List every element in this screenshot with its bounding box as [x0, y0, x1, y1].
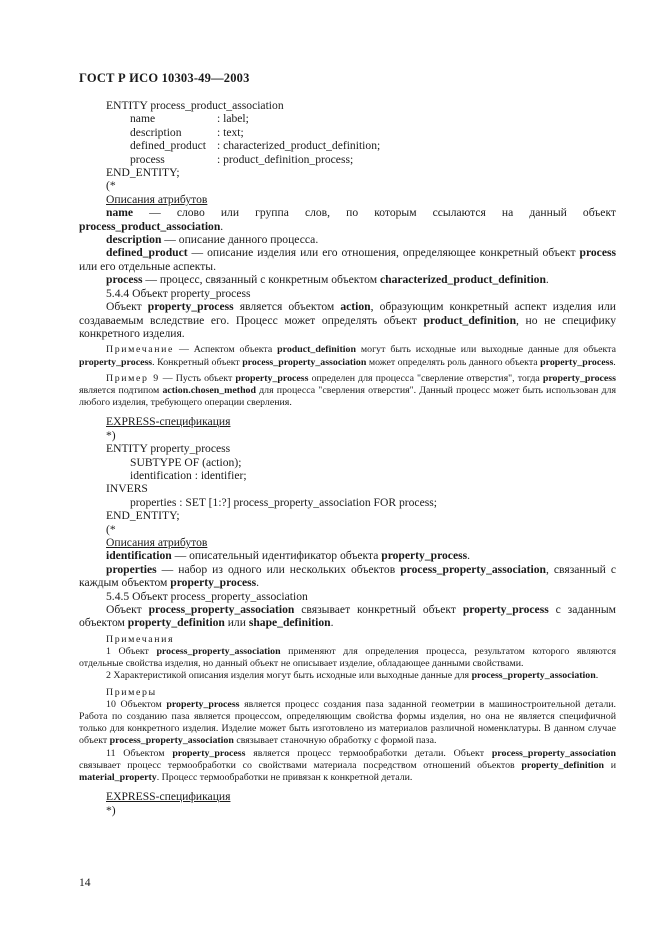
attribute-description: name — слово или группа слов, по которым ссылаются на данный объект process_product_association. [79, 206, 616, 233]
entity-attributes [130, 112, 380, 166]
example-paragraph: Пример 9 — Пусть объект property_process определен для процесса "сверление отверстия", тогда property_process является подтипом action.chosen_method для процесса "сверления отверстия". Данный процесс может быть использован для любого изделия, требующего операции сверления. [79, 372, 617, 409]
entity-end: END_ENTITY; [106, 166, 180, 180]
section-title: Описания атрибутов [106, 192, 208, 206]
code-line: ENTITY property_process [106, 442, 231, 456]
page-content [79, 99, 616, 817]
attribute-description: description — описание данного процесса. [106, 233, 319, 247]
attribute-row: description : text; [130, 125, 244, 139]
comment-close: *) [106, 803, 116, 817]
code-line: END_ENTITY; [106, 509, 180, 523]
examples-label: Примеры [106, 686, 157, 698]
attribute-row: defined_product : characterized_product_definition; [130, 139, 381, 153]
page-number: 14 [79, 876, 91, 889]
section-heading: 5.4.5 Объект process_property_association [106, 589, 308, 603]
notes-label: Примечания [106, 633, 175, 645]
express-spec-title: EXPRESS-спецификация [106, 415, 231, 429]
code-line: properties : SET [1:?] process_property_association FOR process; [130, 495, 437, 509]
attribute-description: properties — набор из одного или нескольких объектов process_property_association, связанный с каждым объектом property_process. [79, 562, 616, 590]
comment-close: *) [106, 428, 116, 442]
code-line: (* [106, 522, 116, 536]
note-paragraph: 1 Объект process_property_association применяют для определения процесса, результатом которого являются отдельные свойства изделия, но данный объект не описывает изделие, обладающее данными свойствами. [79, 646, 616, 670]
body-paragraph: Объект property_process является объектом action, образующим конкретный аспект изделия или создаваемым вследствие его. Процесс может определять объект product_definition, но не специфику конкретного изделия. [79, 300, 616, 340]
section-title: Описания атрибутов [106, 535, 208, 549]
note-paragraph: Примечание — Аспектом объекта product_definition могут быть исходные или выходные данные для объекта property_process. Конкретный объект process_property_association может определять роль данного объекта property_process. [79, 344, 617, 368]
code-line: identification : identifier; [130, 468, 247, 482]
attribute-row: process : product_definition_process; [130, 152, 354, 166]
section-heading: 5.4.4 Объект property_process [106, 286, 251, 300]
express-spec-title: EXPRESS-спецификация [106, 790, 231, 804]
attribute-description: defined_product — описание изделия или его отношения, определяющее конкретный объект process или его отдельные аспекты. [79, 246, 616, 273]
attribute-description: process — процесс, связанный с конкретным объектом characterized_product_definition. [106, 273, 549, 287]
code-line: SUBTYPE OF (action); [130, 455, 242, 469]
example-paragraph: 11 Объектом property_process является процесс термообработки детали. Объект process_property_association связывает процесс термообработки со свойствами материала посредством отношений объектов property_definition и material_property. Процесс термообработки не привязан к конкретной детали. [79, 747, 616, 784]
code-line: INVERS [106, 482, 148, 496]
body-paragraph: Объект process_property_association связывает конкретный объект property_process с заданным объектом property_definition или shape_definition. [79, 603, 616, 630]
comment-open: (* [106, 179, 116, 193]
attribute-description: identification — описательный идентификатор объекта property_process. [106, 549, 471, 563]
document-header: ГОСТ Р ИСО 10303-49—2003 [79, 71, 250, 85]
entity-declaration: ENTITY process_product_association [106, 99, 284, 112]
attribute-row: name : label; [130, 112, 249, 126]
note-paragraph: 2 Характеристикой описания изделия могут быть исходные или выходные данные для process_property_association. [106, 670, 599, 682]
example-paragraph: 10 Объектом property_process является процесс создания паза заданной геометрии в машиностроительной детали. Работа по созданию паза является процессом, определяющим свойства формы изделия, но она не является специфичной только для конкретного изделия. Изделие может быть изготовлено из материалов различной номенклатуры. В данном случае объект process_property_association связывает станочную обработку с формой паза. [79, 698, 616, 747]
